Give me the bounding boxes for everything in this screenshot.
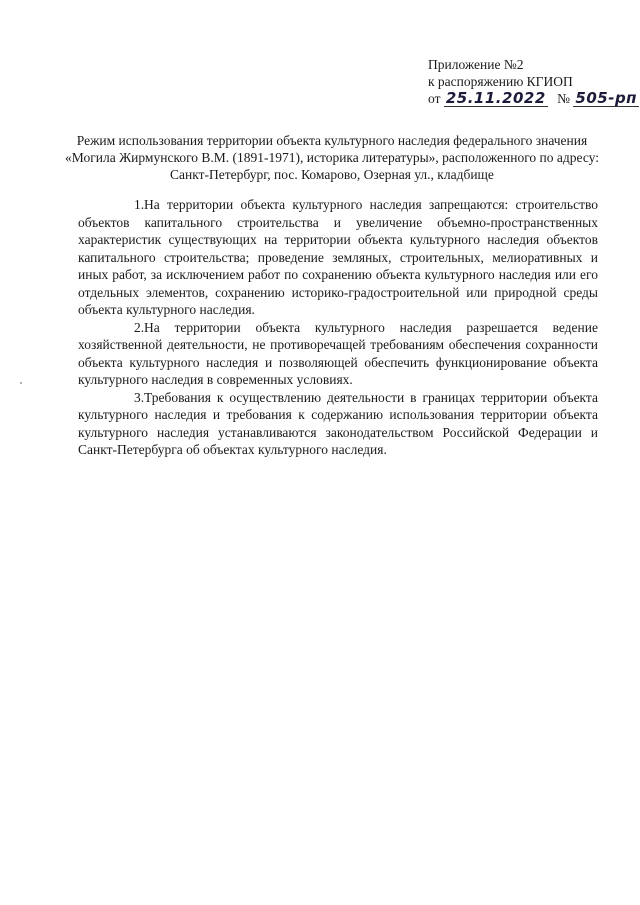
paragraph-text: На территории объекта культурного наследия разрешается ведение хозяйственной деятельности, не противоречащей требованиям обеспечения сохранности объекта культурного наследия и позволяющей обеспечить функционирование объекта культурного наследия в современных условиях. <box>78 319 598 387</box>
paragraph-text: Требования к осуществлению деятельности в границах территории объекта культурного наследия и требования к содержанию использования территории объекта культурного наследия устанавливаются законодательством Российской Федерации и Санкт-Петербурга об объектах культурного наследия. <box>78 389 598 457</box>
paragraph-number: 2. <box>134 319 145 335</box>
paragraph-1 <box>78 196 598 319</box>
number-label: № <box>557 91 571 106</box>
document-title <box>54 132 610 183</box>
title-line-3: Санкт-Петербург, пос. Комарово, Озерная ул., кладбище <box>170 167 494 182</box>
paragraph-number: 1. <box>134 197 145 212</box>
title-line-1: Режим использования территории объекта культурного наследия федерального значения <box>76 133 588 148</box>
paragraph-2 <box>78 319 598 389</box>
annex-title: Приложение №2 <box>428 57 524 72</box>
paragraph-text: На территории объекта культурного наследия запрещаются: строительство объектов капитального строительства и увеличение объемно-пространственных характеристик существующих на территории объекта культурного наследия объектов капитального строительства; проведение земляных, строительных, мелиоративных и иных работ, за исключением работ по сохранению объекта культурного наследия или его отдельных элементов, сохранению историко-градостроительной или природной среды объекта культурного наследия. <box>78 197 598 317</box>
margin-speck <box>20 382 22 384</box>
document-body <box>78 196 598 459</box>
handwritten-date: 25.11.2022 <box>445 89 546 107</box>
annex-date-number-row <box>428 89 638 110</box>
paragraph-number: 3. <box>134 389 145 405</box>
date-prefix: от <box>428 91 441 106</box>
title-line-2: «Могила Жирмунского В.М. (1891-1971), историка литературы», расположенного по адресу: <box>65 150 599 165</box>
paragraph-3 <box>78 389 598 459</box>
annex-header <box>428 56 638 110</box>
handwritten-order-number: 505-рп <box>575 89 638 107</box>
annex-order-reference: к распоряжению КГИОП <box>428 74 573 89</box>
